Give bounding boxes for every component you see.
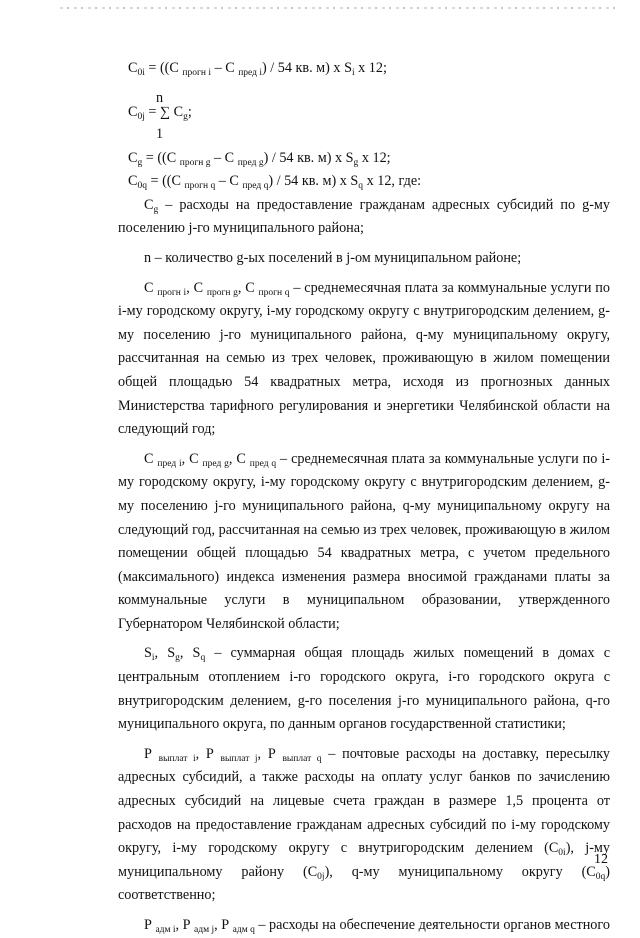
formula-c0j (128, 101, 192, 125)
subscript-index: 0j (137, 111, 145, 122)
text-run: – расходы на предоставление гражданам адресных субсидий по g-му поселению j-го муниципального района; (118, 196, 610, 237)
text-run: С (144, 279, 158, 296)
subscript-index: пред q (242, 181, 269, 192)
formula-cg (128, 147, 610, 171)
scan-artifact-line (60, 7, 620, 9)
text-run: С (144, 450, 158, 467)
subscript-index: прогн i (182, 68, 212, 78)
text-run: – С (210, 149, 238, 166)
text-run: С (144, 196, 154, 213)
text-run: х 12, где: (363, 173, 422, 190)
text-run: = ((С (144, 60, 183, 76)
text-run: С (128, 103, 138, 120)
subscript-index: 0j (317, 871, 325, 882)
text-run: ) / 54 кв. м) х S (263, 149, 354, 166)
text-run: ) соответственно; (118, 863, 610, 904)
subscript-index: g (137, 157, 143, 168)
subscript-index: прогн q (258, 287, 290, 298)
text-run: , S (179, 645, 201, 662)
subscript-index: пред i (238, 68, 262, 78)
text-run: – среднемесячная плата за коммунальные услуги по i-му городскому округу, i-му городскому округу с внутригородским делением, g-му поселению j-го муниципального района, q-му муниципальному округу на следующий год, рассчитанная на семью из трех человек, проживающую в жилом помещении общей площадью 54 квадратных метра, с учетом предельного (максимального) индекса изменения размера вносимой гражданами платы за коммунальные услуги в муниципальном образовании, утвержденного Губернатором Челябинской области; (118, 450, 610, 632)
text-run: ; (187, 103, 192, 120)
text-run: Р (144, 917, 156, 933)
text-run: Р (144, 745, 159, 762)
text-run: ), q-му муниципальному округу (С (324, 863, 596, 880)
subscript-index: q (200, 653, 206, 664)
subscript-index: 0q (137, 181, 147, 192)
subscript-index: выплат q (282, 753, 322, 764)
text-run: – среднемесячная плата за коммунальные услуги по i-му городскому округу, i-му городскому округу с внутригородским делением, g-му поселению j-го муниципального района, q-му муниципальному округу, рассчитанная на семью из трех человек, проживающую в жилом помещении общей площадью 54 квадратных метра, исходя из прогнозных данных Министерства тарифного регулирования и энергетики Челябинской области на следующий год; (118, 279, 610, 438)
subscript-index: выплат i (158, 753, 196, 764)
subscript-index: i (151, 653, 155, 664)
text-run: , Р (175, 917, 195, 933)
text-run: С (128, 173, 138, 190)
subscript-index: g (353, 157, 359, 168)
subscript-index: пред i (157, 458, 182, 469)
text-run: , Р (214, 917, 233, 933)
text-run: – С (215, 173, 243, 190)
paragraph-p-adm-definition (118, 914, 610, 938)
text-run: , С (228, 450, 250, 467)
subscript-index: прогн q (184, 181, 216, 192)
subscript-index: выплат j (220, 753, 258, 764)
text-run: х 12; (358, 149, 391, 166)
text-run: ) / 54 кв. м) х S (262, 60, 352, 76)
text-run: , С (186, 279, 207, 296)
paragraph-p-vyplat-definition (118, 743, 610, 908)
text-run: n – количество g-ых поселений в j-ом муниципальном районе; (144, 249, 522, 266)
subscript-index: g (175, 653, 180, 664)
formula-c0q (128, 170, 610, 194)
subscript-index: g (183, 111, 188, 122)
text-run: х 12; (354, 60, 387, 76)
subscript-index: адм j (194, 925, 215, 935)
subscript-index: пред g (202, 458, 229, 469)
text-run: – С (211, 60, 239, 76)
subscript-index: прогн g (179, 157, 211, 168)
text-run: – почтовые расходы на доставку, пересылку адресных субсидий, а также расходы на оплату услуг банков по зачислению адресных субсидий на лицевые счета граждан в размере 1,5 процента от расходов на предоставление гражданам адресных субсидий по i-му городскому округу, i-му городскому округу с внутригородским делением (С (118, 745, 611, 857)
text-run: S (144, 645, 152, 662)
subscript-index: 0i (137, 68, 145, 78)
text-run: = ((С (142, 149, 180, 166)
subscript-index: прогн g (206, 287, 238, 298)
text-run: ), j-му муниципальному району (С (118, 840, 610, 880)
paragraph-cg-definition (118, 194, 610, 241)
text-run: , С (181, 450, 203, 467)
text-run: С (128, 60, 138, 76)
text-run: , Р (195, 745, 221, 762)
document-page (118, 43, 610, 938)
text-run: , С (237, 279, 259, 296)
subscript-index: прогн i (157, 287, 187, 298)
subscript-index: g (153, 204, 159, 215)
paragraph-n-definition (118, 247, 610, 271)
text-run: = ∑ С (144, 103, 184, 120)
page-number: 12 (594, 852, 608, 867)
subscript-index: q (358, 181, 364, 192)
subscript-index: адм i (155, 925, 176, 935)
sum-upper-limit: n (156, 89, 164, 106)
subscript-index: 0q (595, 871, 606, 882)
text-run: = ((С (146, 173, 185, 190)
text-run: , S (154, 645, 176, 662)
paragraph-c-pred-definition (118, 448, 610, 637)
paragraph-c-prognoz-definition (118, 277, 610, 442)
text-run: С (128, 149, 138, 166)
formula-c0j-sum (128, 87, 610, 147)
text-run: – суммарная общая площадь жилых помещений в домах с центральным отоплением i-го городского округа, i-го городского округа с внутригородским делением, g-го поселения j-го муниципального района, q-го муниципального округа, по данным органов государственной статистики; (118, 645, 611, 733)
subscript-index: пред q (249, 458, 277, 469)
subscript-index: адм q (232, 925, 255, 935)
subscript-index: 0i (558, 848, 566, 859)
text-run: , Р (257, 745, 283, 762)
sum-lower-limit: 1 (156, 125, 164, 142)
text-run: ) / 54 кв. м) х S (268, 173, 359, 190)
text-run: – расходы на обеспечение деятельности органов местного (254, 917, 610, 933)
formula-c0i (128, 57, 610, 81)
subscript-index: i (351, 68, 355, 78)
subscript-index: пред g (237, 157, 264, 168)
paragraph-s-definition (118, 642, 610, 736)
